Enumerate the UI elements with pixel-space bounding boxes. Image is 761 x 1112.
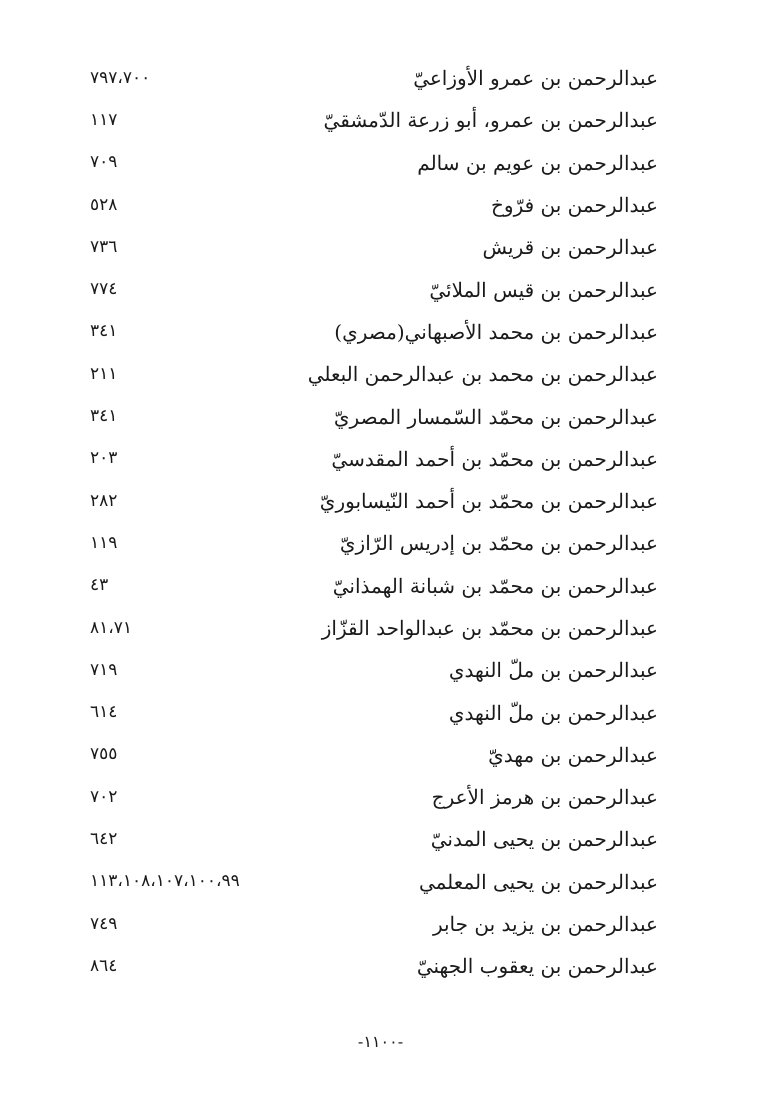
entry-name: عبدالرحمن بن ملّ النهدي (448, 700, 658, 725)
entry-name: عبدالرحمن بن قيس الملائيّ (429, 277, 658, 302)
index-entry (90, 353, 658, 395)
index-entry (90, 268, 658, 310)
index-entry (90, 649, 658, 691)
entry-pages: ٧٣٦ (90, 236, 118, 257)
entry-pages: ٧٠٢ (90, 786, 118, 807)
entry-name: عبدالرحمن بن محمّد بن عبدالواحد القزّاز (321, 616, 658, 640)
index-entry (90, 691, 658, 733)
entry-name: عبدالرحمن بن محمّد بن أحمد المقدسيّ (331, 446, 658, 471)
entry-pages: ٧٠٩ (90, 152, 118, 173)
entry-pages: ٨٦٤ (90, 955, 118, 976)
entry-name: عبدالرحمن بن محمّد بن إدريس الرّازيّ (339, 531, 658, 556)
entry-pages: ٢٠٣ (90, 448, 118, 469)
entry-name: عبدالرحمن بن يحيى المعلمي (418, 869, 658, 894)
entry-pages: ٥٢٨ (90, 194, 118, 215)
entry-name: عبدالرحمن بن عمرو الأوزاعيّ (413, 66, 658, 91)
index-entry (90, 818, 658, 860)
entry-pages: ٤٣ (90, 575, 109, 596)
entry-name: عبدالرحمن بن عمرو، أبو زرعة الدّمشقيّ (323, 108, 658, 133)
entry-pages: ٨١،٧١ (90, 617, 133, 638)
entry-name: عبدالرحمن بن هرمز الأعرج (431, 785, 658, 810)
index-entry (90, 776, 658, 818)
entry-name: عبدالرحمن بن قريش (482, 235, 658, 260)
index-entry (90, 903, 658, 945)
entry-name: عبدالرحمن بن محمّد السّمسار المصريّ (333, 404, 658, 429)
index-entry (90, 142, 658, 184)
entry-pages: ٧١٩ (90, 659, 118, 680)
index-entry (90, 565, 658, 607)
index-entry (90, 607, 658, 649)
index-entry (90, 311, 658, 353)
entry-pages: ٧٩٧،٧٠٠ (90, 67, 151, 88)
entry-name: عبدالرحمن بن محمّد بن أحمد النّيسابوريّ (319, 489, 658, 514)
index-entry (90, 99, 658, 141)
entry-name: عبدالرحمن بن محمّد بن شبانة الهمذانيّ (332, 573, 658, 598)
index-entry (90, 480, 658, 522)
entry-name: عبدالرحمن بن عويم بن سالم (417, 150, 658, 175)
entry-pages: ٣٤١ (90, 406, 118, 427)
entry-name: عبدالرحمن بن يزيد بن جابر (432, 912, 658, 937)
entry-name: عبدالرحمن بن مهديّ (488, 742, 658, 767)
entry-pages: ١١٧ (90, 109, 118, 130)
entry-pages: ٧٥٥ (90, 744, 118, 765)
entry-name: عبدالرحمن بن يحيى المدنيّ (430, 827, 658, 852)
entry-name: عبدالرحمن بن محمد الأصبهاني(مصري) (334, 319, 658, 344)
entry-pages: ٦١٤ (90, 702, 118, 723)
entry-pages: ١١٣،١٠٨،١٠٧،١٠٠،٩٩ (90, 871, 240, 892)
entry-pages: ٧٤٩ (90, 913, 118, 934)
entry-pages: ٢٨٢ (90, 490, 118, 511)
entry-pages: ٧٧٤ (90, 279, 118, 300)
entry-pages: ٣٤١ (90, 321, 118, 342)
entry-name: عبدالرحمن بن فرّوخ (491, 193, 658, 218)
entry-pages: ٢١١ (90, 363, 118, 384)
index-entry (90, 522, 658, 564)
index-list (90, 57, 658, 988)
index-entry (90, 861, 658, 903)
index-entry (90, 226, 658, 268)
index-entry (90, 184, 658, 226)
index-entry (90, 395, 658, 437)
page-number: -١١٠٠- (357, 1032, 404, 1051)
index-entry (90, 57, 658, 99)
entry-pages: ٦٤٢ (90, 828, 118, 849)
index-entry (90, 438, 658, 480)
entry-name: عبدالرحمن بن محمد بن عبدالرحمن البعلي (307, 362, 658, 387)
index-entry (90, 945, 658, 987)
entry-name: عبدالرحمن بن يعقوب الجهنيّ (416, 954, 658, 979)
entry-name: عبدالرحمن بن ملّ النهدي (448, 658, 658, 683)
entry-pages: ١١٩ (90, 532, 118, 553)
index-entry (90, 734, 658, 776)
